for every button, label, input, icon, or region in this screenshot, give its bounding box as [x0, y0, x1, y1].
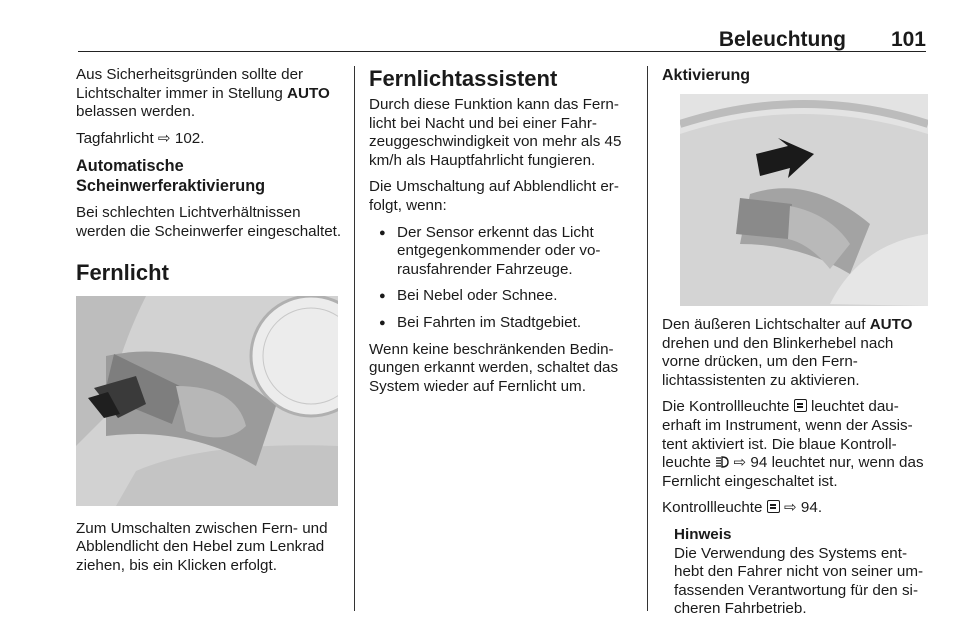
column-divider — [647, 66, 648, 611]
note-box — [662, 526, 928, 619]
paragraph-safety: Aus Sicherheitsgründen sollte der Lichtschalter immer in Stellung AUTO belassen werden. — [76, 66, 330, 121]
lever-pull-figure — [76, 296, 338, 506]
list-item: ● Bei Fahrten im Stadtgebiet. — [369, 314, 633, 333]
list-item: ● Bei Nebel oder Schnee. — [369, 287, 633, 306]
cross-reference-link[interactable]: 94. — [800, 499, 823, 517]
column-middle — [369, 66, 633, 404]
auto-label: AUTO — [869, 316, 913, 333]
column-left — [76, 66, 342, 583]
condition-list — [369, 224, 633, 333]
page-number: 101 — [890, 28, 926, 51]
list-item: ● Der Sensor erkennt das Licht entgegenkommender oder vorausfahrender Fahrzeuge. — [369, 224, 633, 280]
high-beam-icon — [715, 456, 729, 468]
note-text: Die Verwendung des Systems enthebt den Fahrer nicht von seiner umfassenden Verantwortung für den sicheren Fahrbetrieb. — [674, 544, 924, 618]
page-header — [78, 28, 926, 52]
ref-arrow-icon: ⇨ — [783, 499, 797, 517]
heading-activation: Aktivierung — [662, 67, 751, 84]
ref-arrow-icon: ⇨ — [157, 129, 171, 147]
assist-lamp-icon — [794, 399, 807, 412]
heading-high-beam: Fernlicht — [76, 259, 169, 285]
cross-reference-link[interactable]: 102. — [174, 129, 205, 147]
page-title: Beleuchtung — [718, 28, 846, 51]
paragraph-assist-intro: Durch diese Funktion kann das Fernlicht bei Nacht und bei einer Fahrzeuggeschwindigkeit von mehr als 45 km/h als Hauptfahrlicht fungieren. — [369, 96, 622, 169]
ref-arrow-icon: ⇨ — [733, 454, 747, 472]
paragraph-activation: Den äußeren Lichtschalter auf AUTO drehen und den Blinkerhebel nach vorne drücken, um den Fernlichtassistenten zu aktivieren. — [662, 316, 913, 389]
header-rule — [78, 51, 926, 52]
lever-push-figure — [680, 94, 928, 306]
heading-high-beam-assist: Fernlichtassistent — [369, 66, 558, 91]
paragraph-return-high-beam: Wenn keine beschränkenden Bedingungen erkannt werden, schaltet das System wieder auf Fernlicht um. — [369, 340, 619, 395]
column-divider — [354, 66, 355, 611]
column-right — [662, 66, 928, 619]
paragraph-daylight-ref: Tagfahrlicht ⇨ 102. — [76, 129, 205, 147]
figure-caption: Zum Umschalten zwischen Fern- und Abblendlicht den Hebel zum Lenkrad ziehen, bis ein Klicken erfolgt. — [76, 519, 328, 574]
heading-automatic-headlight: Automatische Scheinwerferaktivierung — [76, 157, 266, 196]
paragraph-indicator: Die Kontrollleuchte leuchtet dauerhaft im Instrument, wenn der Assistent aktiviert ist. Die blaue Kontrollleuchte ⇨ 94 leuchtet nur, wenn das Fernlicht eingeschaltet ist. — [662, 398, 924, 490]
paragraph-auto-headlight: Bei schlechten Lichtverhältnissen werden die Scheinwerfer eingeschaltet. — [76, 204, 342, 240]
note-title: Hinweis — [674, 525, 732, 543]
paragraph-indicator-ref: Kontrollleuchte ⇨ 94. — [662, 499, 823, 517]
cross-reference-link[interactable]: 94 — [750, 454, 768, 472]
auto-label: AUTO — [287, 84, 330, 102]
paragraph-switch-condition: Die Umschaltung auf Abblendlicht erfolgt, wenn: — [369, 178, 619, 214]
assist-lamp-icon — [767, 500, 780, 513]
